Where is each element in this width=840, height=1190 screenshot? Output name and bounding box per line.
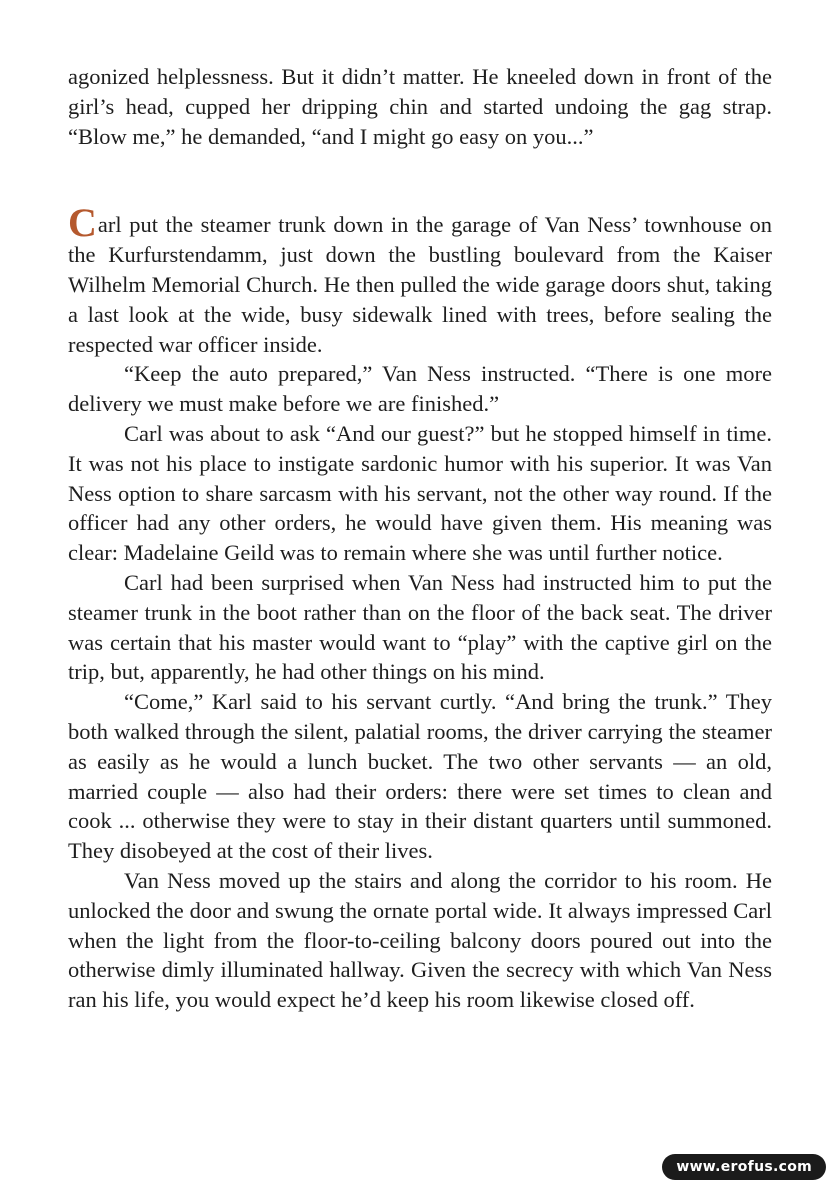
watermark-badge: www.erofus.com [662,1154,826,1180]
paragraph: “Come,” Karl said to his servant curtly. “And bring the trunk.” They both walked through the silent, palatial rooms, the driver carrying the steamer as easily as he would a lunch bucket. The two other servants — an old, married couple — also had their orders: there were set times to clean and cook ... otherwise they were to stay in their distant quarters until summoned. They disobeyed at the cost of their lives. [68,689,772,864]
paragraph: Van Ness moved up the stairs and along the corridor to his room. He unlocked the door and swung the ornate portal wide. It always impressed Carl when the light from the floor-to-ceiling balcony doors poured out into the otherwise dimly illuminated hallway. Given the secrecy with which Van Ness ran his life, you would expect he’d keep his room likewise closed off. [68,867,772,1013]
first-paragraph-text: arl put the steamer trunk down in the garage of Van Ness’ townhouse on the Kurfurstendamm, just down the bustling boulevard from the Kaiser Wilhelm Memorial Church. He then pulled the wide garage doors shut, taking a last look at the wide, busy sidewalk lined with trees, before sealing the respected war officer inside. [68,212,772,357]
opening-paragraph: agonized helplessness. But it didn’t matter. He kneeled down in front of the girl’s head, cupped her dripping chin and started undoing the gag strap. “Blow me,” he demanded, “and I might go easy on you...” [68,64,772,149]
paragraph: Carl was about to ask “And our guest?” but he stopped himself in time. It was not his place to instigate sardonic humor with his superior. It was Van Ness option to share sarcasm with his servant, not the other way round. If the officer had any other orders, he would have given them. His meaning was clear: Madelaine Geild was to remain where she was until further notice. [68,420,772,566]
page-body [68,62,772,1015]
section-break [68,151,772,210]
section-first-paragraph [68,200,772,359]
drop-cap: C [68,200,97,246]
paragraph: “Keep the auto prepared,” Van Ness instructed. “There is one more delivery we must make before we are finished.” [68,361,772,417]
paragraph: Carl had been surprised when Van Ness had instructed him to put the steamer trunk in the boot rather than on the floor of the back seat. The driver was certain that his master would want to “play” with the captive girl on the trip, but, apparently, he had other things on his mind. [68,569,772,685]
